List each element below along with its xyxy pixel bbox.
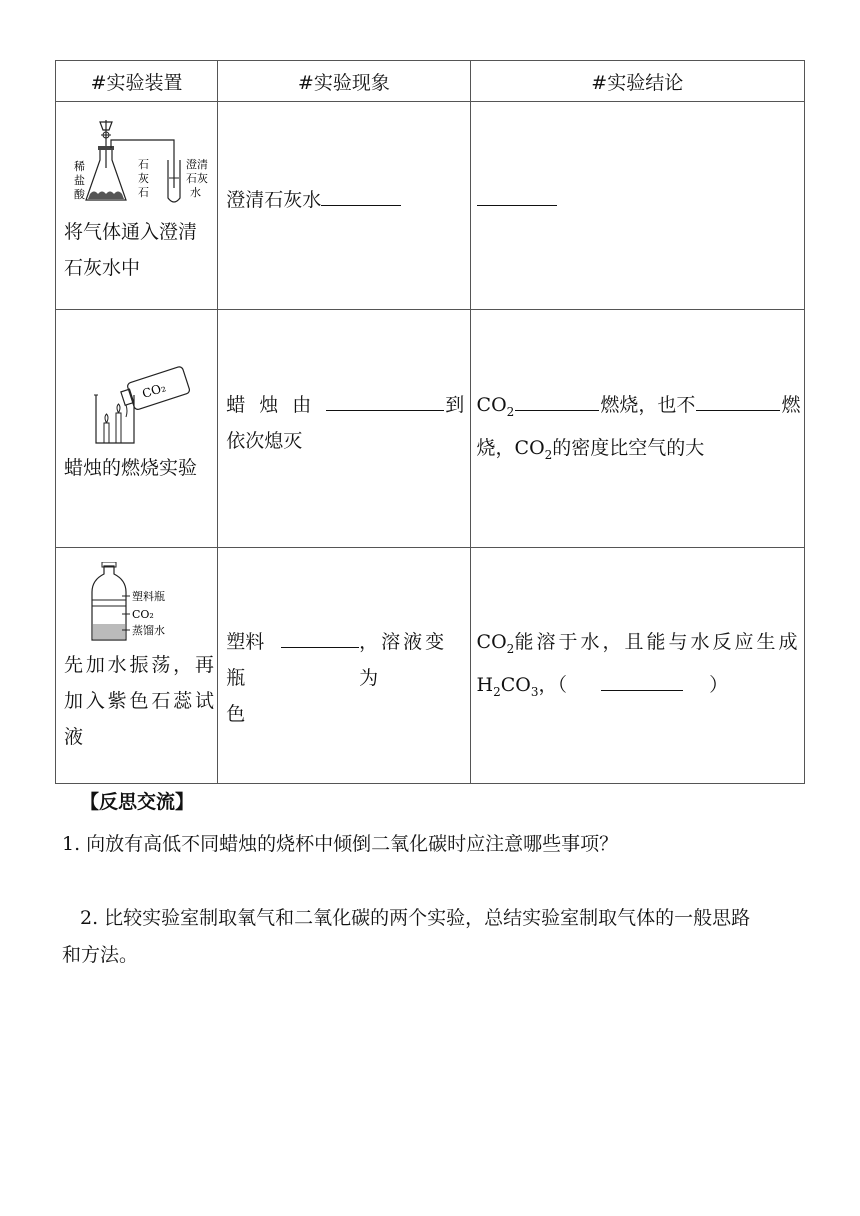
device-cell-1 [56,102,218,310]
question-2-line-1: 2. 比较实验室制取氧气和二氧化碳的两个实验，总结实验室制取气体的一般思路 [80,907,751,929]
header-phenomenon: #实验现象 [218,61,470,102]
answer-blank[interactable] [321,185,401,206]
subscript: 2 [506,641,515,656]
phenomenon-text-2a: 蜡烛由 [226,394,326,416]
fig-label-acid-3: 酸 [74,188,85,201]
paren-open: ，（ [538,673,568,696]
fig-label-stone-2: 灰 [138,172,149,185]
table-header-row [56,61,805,102]
phenomenon-text-3a: 塑料瓶 [226,631,265,689]
subscript: 2 [493,684,501,699]
answer-blank[interactable] [515,390,599,411]
fig-label-limewater-1: 澄清 [186,158,208,171]
device-caption-2: 蜡烛的燃烧实验 [64,457,198,479]
fig-label-acid-2: 盐 [74,174,85,187]
subscript: 2 [506,404,515,419]
conclusion-text-2b: 燃 [781,394,801,416]
answer-blank[interactable] [477,185,557,206]
table-row [56,548,805,784]
conclusion-co2-3: CO [476,631,507,653]
conclusion-cell-1 [470,102,804,310]
conclusion-text-2c: 烧，CO [476,436,545,459]
phenomenon-cell-1 [218,102,470,310]
reflection-title: 【反思交流】 [80,791,195,813]
table-row [56,102,805,310]
answer-blank[interactable] [281,627,359,648]
device-caption-3b: 加入紫色石蕊试 [64,690,214,712]
phenomenon-text-1: 澄清石灰水 [226,189,322,211]
header-conclusion: #实验结论 [470,61,804,102]
fig-label-acid-1: 稀 [74,160,85,173]
fig-label-bottle: 塑料瓶 [132,590,165,603]
answer-blank[interactable] [601,670,683,691]
fig-label-co2-3: CO₂ [132,608,154,621]
answer-blank[interactable] [696,390,780,411]
apparatus-figure-2 [56,365,216,445]
paren-close: ） [709,673,729,696]
phenomenon-cell-2 [218,310,470,548]
phenomenon-text-3b: ，溶液变为 [359,631,448,689]
experiment-table [55,60,805,784]
answer-blank[interactable] [326,390,444,411]
fig-label-water: 蒸馏水 [132,624,165,637]
conclusion-co2: CO [476,394,507,416]
formula-h: H [476,673,494,696]
device-cell-3 [56,548,218,784]
fig-label-stone-1: 石 [138,158,149,171]
apparatus-figure-3 [56,562,216,644]
fig-label-limewater-3: 水 [190,186,201,199]
phenomenon-text-2b: 到 [445,394,465,416]
apparatus-figure-1 [56,108,216,218]
phenomenon-text-2c: 依次熄灭 [226,430,303,452]
conclusion-text-2a: 燃烧，也不 [600,394,696,416]
phenomenon-cell-3 [218,548,470,784]
conclusion-cell-3 [470,548,804,784]
device-caption-3a: 先加水振荡，再 [64,654,214,676]
question-1: 1. 向放有高低不同蜡烛的烧杯中倾倒二氧化碳时应注意哪些事项？ [62,833,619,855]
subscript: 3 [530,684,539,699]
fig-label-limewater-2: 石灰 [186,172,208,185]
header-device: #实验装置 [56,61,218,102]
fig-label-stone-3: 石 [138,186,149,199]
device-caption-3c: 液 [64,726,84,748]
device-cell-2 [56,310,218,548]
question-2-line-2: 和方法。 [62,944,139,966]
fig-label-co2: CO₂ [140,380,168,401]
device-caption-1: 将气体通入澄清石灰水中 [64,221,198,279]
conclusion-cell-2 [470,310,804,548]
subscript: 2 [544,447,553,462]
conclusion-text-3a: 能溶于水，且能与水反应生成 [514,631,801,653]
formula-co: CO [500,673,531,696]
conclusion-text-2d: 的密度比空气的大 [552,436,705,459]
phenomenon-text-3c: 色 [226,703,246,725]
table-row [56,310,805,548]
